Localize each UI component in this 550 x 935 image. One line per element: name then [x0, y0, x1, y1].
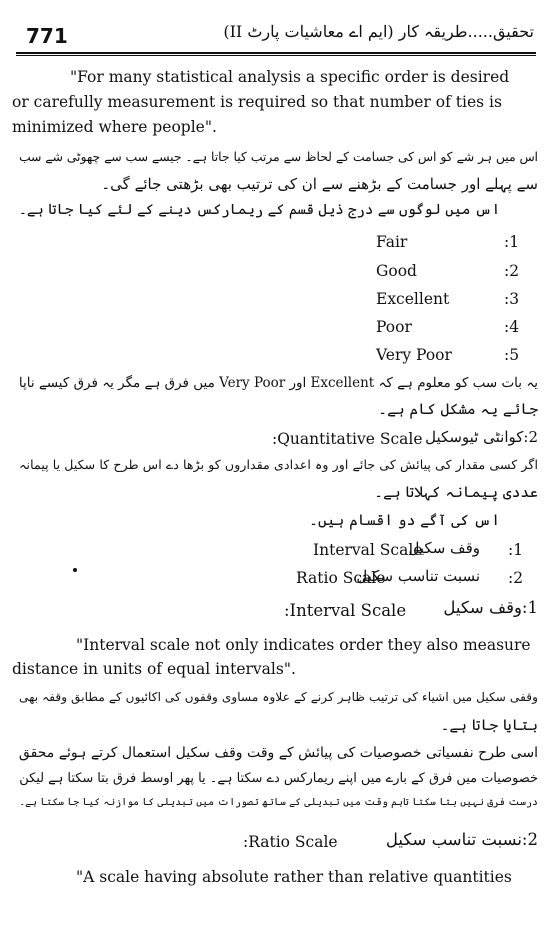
urdu-para5-line-2: خصوصیات میں فرق کے بارے میں اپنے ریمارکس دے سکتا ہے۔ یا پھر اوسط فرق بتا سکتا ہے لیکن [19, 771, 538, 786]
ratio-heading-urdu: 2:نسبت تناسب سکیل [385, 830, 538, 849]
page-header [16, 18, 536, 54]
urdu-para5-line-1: اسی طرح نفسیاتی خصوصیات کی پیائش کے وقت وقف سکیل استعمال کرتے ہوئے محقق [18, 745, 538, 761]
urdu-para1-line-3: اس میں لوگوں سے درج ذیل قسم کے ریمارکس دینے کے لئے کیا جاتا ہے۔ [18, 202, 500, 218]
rating-item-label: Excellent [376, 290, 450, 308]
quote1-line-1: "For many statistical analysis a specific order is desired [70, 68, 510, 86]
rating-item-label: Good [376, 262, 417, 280]
type-urdu: وقف سکیل [408, 539, 480, 557]
quote1-line-2: or carefully measurement is required so that number of ties is [12, 93, 502, 111]
urdu-para4-line-2: بتایا جاتا ہے۔ [440, 716, 538, 734]
quantitative-heading-urdu: 2:کوانٹی ٹیوسکیل [425, 428, 538, 446]
rating-item-number: :2 [504, 262, 520, 280]
urdu-para2-line-2: جائے یہ مشکل کام ہے۔ [378, 400, 538, 418]
rating-item-number: :4 [504, 318, 520, 336]
stray-dot [73, 568, 77, 572]
type-english: Interval Scale [313, 541, 423, 559]
interval-heading-urdu: 1:وقف سکیل [443, 598, 538, 617]
ratio-heading-english: :Ratio Scale [243, 833, 338, 851]
header-divider [16, 55, 536, 56]
type-number: :2 [508, 569, 524, 587]
urdu-para3-line-1: اگر کسی مقدار کی پیائش کی جائے اور وہ اعدادی مقداروں کو بڑھا دے اس طرح کا سکیل یا پیمانہ [19, 458, 538, 473]
urdu-para4-line-1: وقفی سکیل میں اشیاء کی ترتیب ظاہر کرنے کے علاوہ مساوی وقفوں کی اکائیوں کے مطابق وقفہ بھی [18, 690, 538, 704]
rating-item-label: Very Poor [376, 346, 452, 364]
running-title: تحقیق.....طریقہ کار (ایم اے معاشیات پارٹ II) [223, 22, 534, 41]
type-english: Ratio Scale [296, 569, 386, 587]
rating-item-number: :3 [504, 290, 520, 308]
quote1-line-3: minimized where people". [12, 118, 217, 136]
rating-item-label: Poor [376, 318, 412, 336]
page-number: 771 [26, 24, 68, 48]
type-urdu: نسبت تناسب سکیل [356, 567, 480, 585]
urdu-para1-line-2: سے پہلے اور جسامت کے بڑھنے سے ان کی ترتیب بھی بڑھتی جائے گی۔ [101, 175, 538, 193]
quantitative-heading-english: :Quantitative Scale [272, 430, 423, 448]
quote2-line-1: "Interval scale not only indicates order they also measure [76, 636, 531, 654]
rating-item-label: Fair [376, 233, 408, 251]
urdu-para1-line-1: اس میں ہر شے کو اس کی جسامت کے لحاظ سے مرتب کیا جاتا ہے۔ جیسے سب سے چھوٹی شے سب [18, 150, 538, 164]
interval-heading-english: :Interval Scale [284, 601, 407, 620]
quote3-line-1: "A scale having absolute rather than relative quantities [76, 868, 512, 886]
urdu-para3-line-2: عددی پیمانہ کہلاتا ہے۔ [374, 483, 538, 501]
type-number: :1 [508, 541, 524, 559]
quote2-line-2: distance in units of equal intervals". [12, 660, 296, 678]
rating-item-number: :5 [504, 346, 520, 364]
urdu-para5-line-3: درست فرق نہیں بتا سکتا تاہم وقت میں تبدیلی کے ساتھ تصورات میں تبدیلی کا موازنہ کیا جا سکتا ہے۔ [19, 797, 538, 808]
urdu-para2-line-1: یہ بات سب کو معلوم ہے کہ Excellent اور Very Poor میں فرق ہے مگر یہ فرق کیسے ناپا [18, 375, 538, 391]
urdu-para3-line-3: اس کی آگے دو اقسام ہیں۔ [309, 511, 500, 529]
rating-item-number: :1 [504, 233, 520, 251]
